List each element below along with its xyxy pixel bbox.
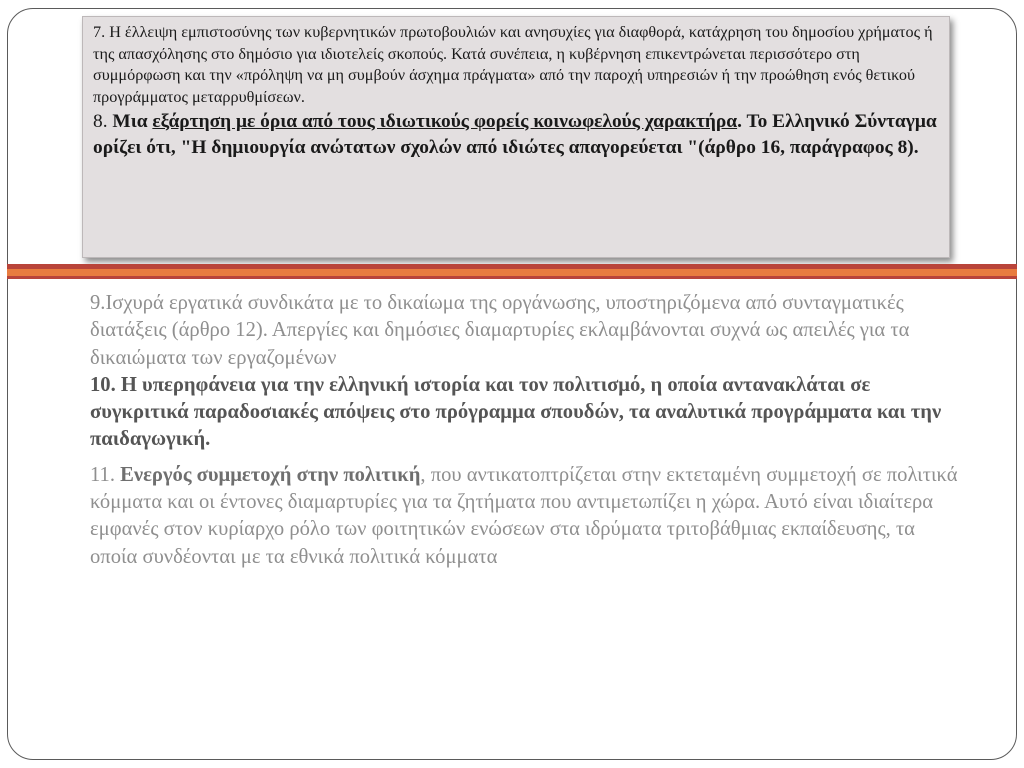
divider-band-orange [7,269,1017,276]
item-11-number: 11. [90,463,121,486]
body-content [90,290,960,571]
paragraph-item-8 [93,109,939,161]
item-8-number: 8. [93,110,113,132]
item-11-rest: , που αντικατοπτρίζεται στην εκτεταμένη συμμετοχή σε πολιτικά κόμματα και οι έντονες διαμαρτυρίες για τα ζητήματα που αντιμετωπίζει η χώρα. Αυτό είναι ιδιαίτερα εμφανές στον κυρίαρχο ρόλο των φοιτητικών ενώσεων στα ιδρύματα τριτοβάθμιας εκπαίδευσης, τα οποία συνδέονται με τα εθνικά πολιτικά κόμματα [90,463,958,568]
paragraph-item-10: 10. Η υπερηφάνεια για την ελληνική ιστορία και τον πολιτισμό, η οποία αντανακλάται σε συγκριτικά παραδοσιακές απόψεις στο πρόγραμμα σπουδών, τα αναλυτικά προγράμματα και την παιδαγωγική. [90,373,942,451]
item-8-lead: Μια [112,110,153,132]
item-8-rest: . Το Ελληνικό Σύνταγμα ορίζει ότι, "Η δημιουργία ανώτατων σχολών από ιδιώτες απαγορεύεται "(άρθρο 16, παράγραφος 8). [93,110,937,158]
highlight-box [82,16,950,258]
paragraph-item-7: 7. Η έλλειψη εμπιστοσύνης των κυβερνητικών πρωτοβουλιών και ανησυχίες για διαφθορά, κατάχρηση του δημοσίου χρήματος ή της απασχόλησης στο δημόσιο για ιδιοτελείς σκοπούς. Κατά συνέπεια, η κυβέρνηση επικεντρώνεται περισσότερο στη συμμόρφωση και την «πρόληψη να μη συμβούν άσχημα πράγματα» από την παροχή υπηρεσιών ή την προώθηση ενός θετικού προγράμματος μεταρρυθμίσεων. [93,23,933,107]
paragraph-item-9: 9.Ισχυρά εργατικά συνδικάτα με το δικαίωμα της οργάνωσης, υποστηριζόμενα από συνταγματικές διατάξεις (άρθρο 12). Απεργίες και δημόσιες διαμαρτυρίες εκλαμβάνονται συχνά ως απειλές για τα δικαιώματα των εργαζομένων [90,292,910,369]
divider-band-dark-lower [7,276,1017,279]
paragraph-item-11 [90,462,960,571]
item-8-underlined: εξάρτηση με όρια από τους ιδιωτικούς φορείς κοινωφελούς χαρακτήρα [152,110,738,132]
item-11-bold: Ενεργός συμμετοχή στην πολιτική [120,463,421,486]
